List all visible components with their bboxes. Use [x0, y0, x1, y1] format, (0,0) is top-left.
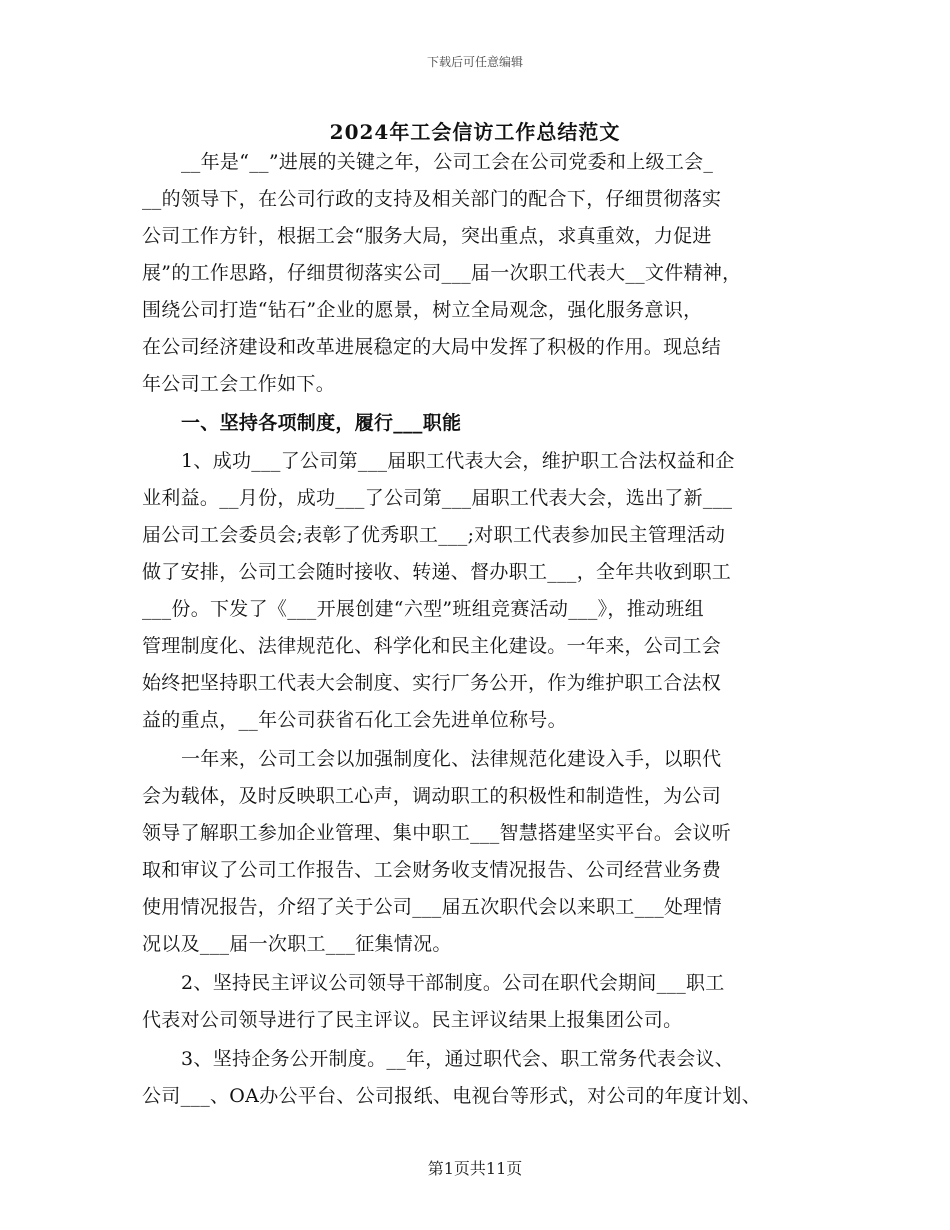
body-line: ___份。下发了《___开展创建“六型”班组竞赛活动___》，推动班组	[142, 598, 704, 620]
body-line: 管理制度化、法律规范化、科学化和民主化建设。一年来，公司工会	[142, 635, 722, 657]
body-line: 始终把坚持职工代表大会制度、实行厂务公开，作为维护职工合法权	[142, 672, 722, 694]
body-line: 一年来，公司工会以加强制度化、法律规范化建设入手，以职代	[181, 748, 722, 770]
body-line: 取和审议了公司工作报告、工会财务收支情况报告、公司经营业务费	[142, 859, 722, 881]
body-line: 公司工作方针，根据工会“服务大局，突出重点，求真重效，力促进	[142, 225, 712, 247]
header-note: 下载后可任意编辑	[426, 55, 523, 69]
section-heading: 一、坚持各项制度，履行___职能	[181, 412, 462, 434]
body-line: 公司___、OA办公平台、公司报纸、电视台等形式，对公司的年度计划、	[142, 1085, 761, 1107]
body-line: 3、坚持企务公开制度。__年，通过职代会、职工常务代表会议、	[181, 1048, 735, 1070]
body-line: 1、成功___了公司第___届职工代表大会，维护职工合法权益和企	[181, 450, 735, 472]
body-line: __的领导下，在公司行政的支持及相关部门的配合下，仔细贯彻落实	[142, 188, 722, 210]
body-line: 代表对公司领导进行了民主评议。民主评议结果上报集团公司。	[142, 1009, 683, 1031]
body-line: 况以及___届一次职工___征集情况。	[142, 933, 452, 955]
body-line: 领导了解职工参加企业管理、集中职工___智慧搭建坚实平台。会议听	[142, 822, 732, 844]
body-line: 届公司工会委员会;表彰了优秀职工___;对职工代表参加民主管理活动	[142, 524, 726, 546]
body-line: 年公司工会工作如下。	[142, 373, 336, 395]
body-line: 使用情况报告，介绍了关于公司___届五次职代会以来职工___处理情	[142, 896, 722, 918]
body-line: 益的重点，__年公司获省石化工会先进单位称号。	[142, 709, 567, 731]
body-line: 会为载体，及时反映职工心声，调动职工的积极性和制造性，为公司	[142, 785, 722, 807]
body-line: 展”的工作思路，仔细贯彻落实公司___届一次职工代表大__文件精神，	[142, 262, 742, 284]
document-title: 2024年工会信访工作总结范文	[329, 120, 621, 144]
body-line: 业利益。__月份，成功___了公司第___届职工代表大会，选出了新___	[142, 487, 733, 509]
body-line: 在公司经济建设和改革进展稳定的大局中发挥了积极的作用。现总结	[142, 336, 722, 358]
page-footer: 第1页共11页	[427, 1159, 523, 1178]
body-line: 做了安排，公司工会随时接收、转递、督办职工___，全年共收到职工	[142, 561, 732, 583]
body-line: __年是“__”进展的关键之年，公司工会在公司党委和上级工会_	[181, 151, 714, 173]
body-line: 2、坚持民主评议公司领导干部制度。公司在职代会期间___职工	[181, 972, 725, 994]
body-line: 围绕公司打造“钻石”企业的愿景，树立全局观念，强化服务意识，	[142, 299, 703, 321]
